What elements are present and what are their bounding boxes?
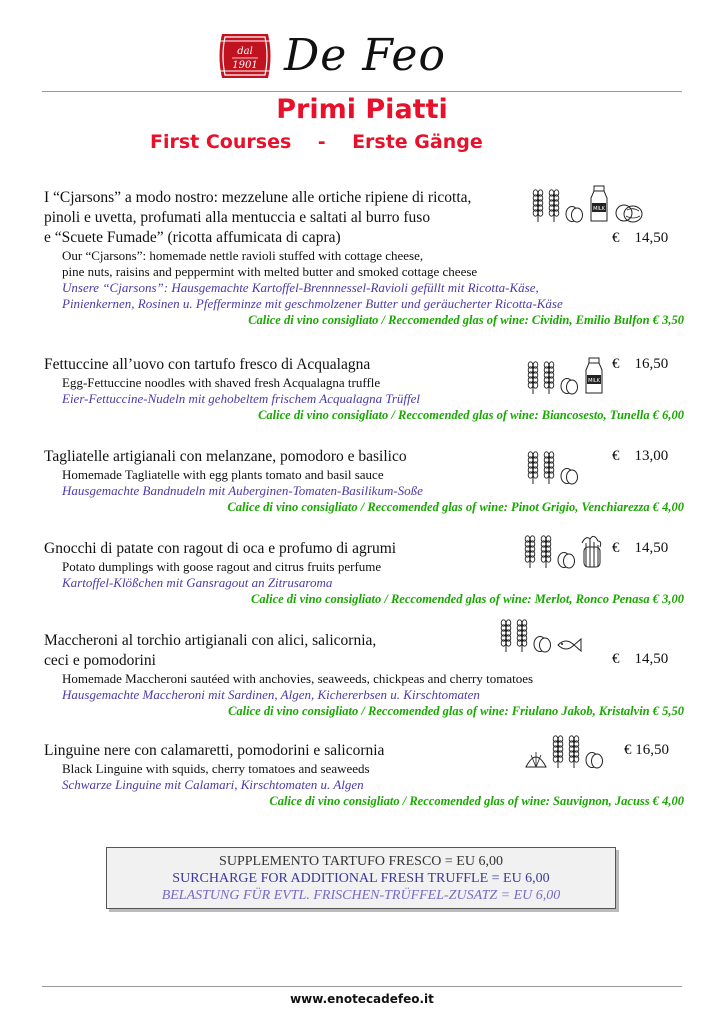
supplement-it: SUPPLEMENTO TARTUFO FRESCO = EU 6,00: [219, 854, 503, 869]
dish-desc-en: Our “Cjarsons”: homemade nettle ravioli stuffed with cottage cheese,: [62, 248, 424, 263]
egg-icon: [584, 749, 604, 769]
wheat-icon: [527, 449, 539, 485]
wheat-icon: [568, 733, 580, 769]
wheat-icon: [532, 187, 544, 223]
dish-name-it: Tagliatelle artigianali con melanzane, pomodoro e basilico: [44, 448, 407, 465]
brand-name: De Feo: [284, 30, 446, 81]
dish-price: € 16,50: [612, 356, 669, 372]
wine-suggestion: Calice di vino consigliato / Reccomended glas of wine: Merlot, Ronco Penasa € 3,00: [251, 592, 684, 606]
page-title: Primi Piatti: [276, 94, 448, 125]
dish-desc-de: Schwarze Linguine mit Calamari, Kirschtomaten u. Algen: [62, 777, 364, 792]
dish-price: € 14,50: [612, 540, 669, 556]
allergen-icons: [527, 357, 605, 395]
wine-suggestion: Calice di vino consigliato / Reccomended glas of wine: Biancosesto, Tunella € 6,00: [258, 408, 684, 422]
dish-name-it: Linguine nere con calamaretti, pomodorini e salicornia: [44, 742, 385, 759]
supplement-en: SURCHARGE FOR ADDITIONAL FRESH TRUFFLE = EU 6,00: [172, 871, 550, 886]
dish-desc-de: Hausgemachte Bandnudeln mit Auberginen-Tomaten-Basilikum-Soße: [62, 483, 423, 498]
svg-text:MILK: MILK: [593, 206, 605, 212]
milk-bottle-icon: [588, 185, 610, 223]
wheat-icon: [543, 449, 555, 485]
dish-desc-en: Homemade Tagliatelle with egg plants tomato and basil sauce: [62, 467, 384, 482]
menu-item: [44, 631, 684, 720]
logo: [216, 28, 446, 84]
dish-desc-en: Egg-Fettuccine noodles with shaved fresh Acqualagna truffle: [62, 375, 381, 390]
dish-name-it: Gnocchi di patate con ragout di oca e profumo di agrumi: [44, 540, 397, 557]
top-divider: [42, 91, 682, 92]
dish-desc-de: Kartoffel-Klößchen mit Gansragout an Zitrusaroma: [62, 575, 333, 590]
egg-icon: [559, 375, 579, 395]
svg-text:MILK: MILK: [588, 378, 600, 384]
wheat-icon: [524, 533, 536, 569]
egg-icon: [559, 465, 579, 485]
celery-icon: [580, 533, 602, 569]
barrel-logo-icon: [216, 31, 274, 81]
wheat-icon: [540, 533, 552, 569]
shellfish-icon: [524, 749, 548, 769]
wine-suggestion: Calice di vino consigliato / Reccomended glas of wine: Cividin, Emilio Bulfon € 3,50: [248, 313, 684, 327]
allergen-icons: [524, 533, 602, 569]
fish-icon: [556, 637, 582, 653]
dish-desc-en: pine nuts, raisins and peppermint with melted butter and smoked cottage cheese: [62, 264, 478, 279]
dish-desc-en: Black Linguine with squids, cherry tomatoes and seaweeds: [62, 761, 370, 776]
dish-desc-de: Unsere “Cjarsons”: Hausgemachte Kartoffel-Brennnessel-Ravioli gefüllt mit Ricotta-Käse,: [62, 280, 539, 295]
dish-desc-de: Eier-Fettuccine-Nudeln mit gehobeltem frischem Acqualagna Trüffel: [62, 391, 421, 406]
dish-name-it: Fettuccine all’uovo con tartufo fresco di Acqualagna: [44, 356, 371, 373]
allergen-icons: [524, 733, 604, 769]
egg-icon: [532, 633, 552, 653]
bottom-divider: [42, 986, 682, 987]
dish-name-it: Maccheroni al torchio artigianali con alici, salicornia,: [44, 632, 377, 649]
dish-desc-en: Potato dumplings with goose ragout and citrus fruits perfume: [62, 559, 382, 574]
wine-suggestion: Calice di vino consigliato / Reccomended glas of wine: Sauvignon, Jacuss € 4,00: [269, 794, 684, 808]
dish-name-it: I “Cjarsons” a modo nostro: mezzelune alle ortiche ripiene di ricotta,: [44, 189, 472, 206]
wheat-icon: [527, 359, 539, 395]
dish-price: € 14,50: [612, 651, 669, 667]
dish-desc-de: Hausgemachte Maccheroni mit Sardinen, Algen, Kichererbsen u. Kirschtomaten: [62, 687, 480, 702]
dish-desc-de: Pinienkernen, Rosinen u. Pfefferminze mit geschmolzener Butter und geräucherter Ricotta-Käse: [62, 296, 563, 311]
dish-name-it: pinoli e uvetta, profumati alla mentuccia e saltati al burro fuso: [44, 209, 431, 226]
wheat-icon: [548, 187, 560, 223]
logo-dal: dal: [237, 46, 253, 57]
menu-item: [44, 447, 684, 516]
website-link[interactable]: www.enotecadefeo.it: [290, 992, 434, 1006]
wheat-icon: [552, 733, 564, 769]
logo-year: 1901: [232, 60, 258, 71]
dish-name-it: ceci e pomodorini: [44, 652, 156, 669]
egg-icon: [556, 549, 576, 569]
allergen-icons: [532, 185, 644, 223]
wheat-icon: [500, 617, 512, 653]
wine-suggestion: Calice di vino consigliato / Reccomended glas of wine: Friulano Jakob, Kristalvin € 5,50: [228, 704, 684, 718]
supplement-box: [106, 847, 616, 909]
wheat-icon: [543, 359, 555, 395]
nuts-icon: [614, 201, 644, 223]
wine-suggestion: Calice di vino consigliato / Reccomended glas of wine: Pinot Grigio, Venchiarezza € 4,00: [227, 500, 684, 514]
dish-price: € 13,00: [612, 448, 669, 464]
supplement-de: BELASTUNG FÜR EVTL. FRISCHEN-TRÜFFEL-ZUSATZ = EU 6,00: [161, 888, 561, 903]
page-subtitle: First Courses - Erste Gänge: [150, 131, 483, 153]
wheat-icon: [516, 617, 528, 653]
milk-bottle-icon: [583, 357, 605, 395]
dish-price: € 14,50: [612, 230, 669, 246]
dish-name-it: e “Scuete Fumade” (ricotta affumicata di capra): [44, 229, 341, 246]
egg-icon: [564, 203, 584, 223]
dish-desc-en: Homemade Maccheroni sautéed with anchovies, seaweeds, chickpeas and cherry tomatoes: [62, 671, 534, 686]
dish-price: € 16,50: [624, 742, 669, 758]
allergen-icons: [500, 617, 582, 653]
allergen-icons: [527, 449, 579, 485]
